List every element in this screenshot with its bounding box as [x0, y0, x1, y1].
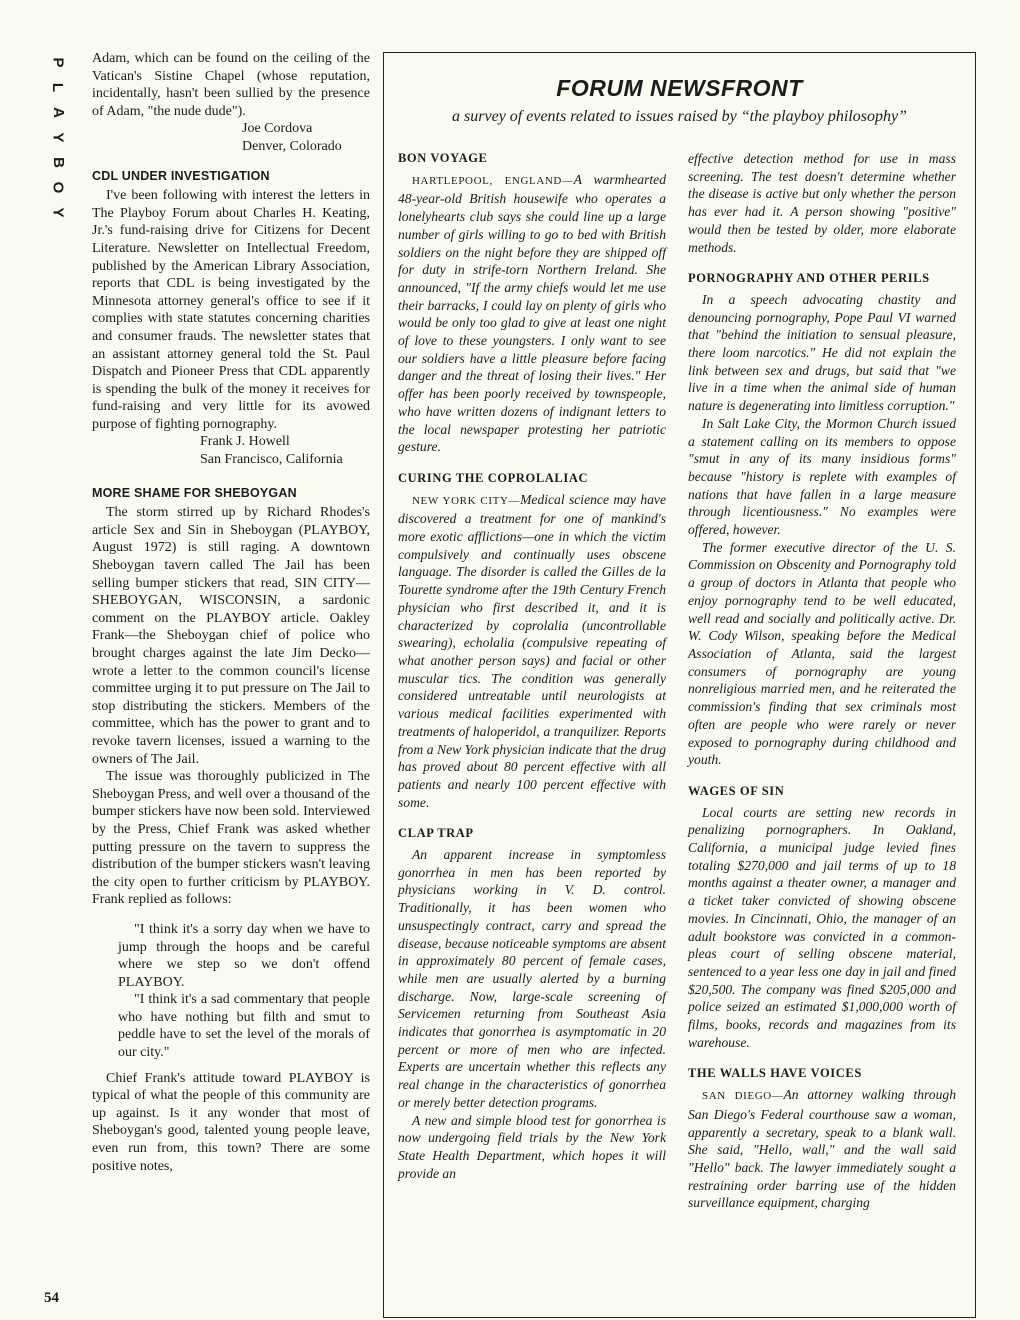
quote-paragraph: "I think it's a sorry day when we have to jump through the hoops and be careful where we step so we don't offend PLAYBOY. — [118, 921, 370, 990]
letter-body: The issue was thoroughly publicized in The Sheboygan Press, and well over a thousand of the bumper stickers have now been sold. Interviewed by the Press, Chief Frank was asked whether putting pressure on the tavern to suppress the distribution of the bumper stickers wasn't leaving the city open to further criticism by PLAYBOY. Frank replied as follows: — [92, 769, 370, 908]
letters-column — [92, 50, 370, 1175]
signature-name: Joe Cordova — [242, 121, 313, 137]
letter-body: I've been following with interest the letters in The Playboy Forum about Charles H. Keating, Jr.'s fund-raising drive for Citizens for Decent Literature. Newsletter on Intellectual Freedom, published by the American Library Association, reports that CDL is being investigated by the Minnesota attorney general's office to see if it complies with state statutes concerning charities and consumer frauds. The newsletter states that an assistant attorney general told the St. Paul Dispatch and Pioneer Press that CDL apparently is spending the bulk of the money it receives for fund-raising and very little for its avowed purpose of fighting pornography. — [92, 188, 370, 432]
letter-heading: CDL UNDER INVESTIGATION — [92, 168, 270, 183]
news-body: An apparent increase in symptomless gonorrhea in men has been reported by physicians working in V. D. control. Traditionally, it has been women who unsuspectingly contract, carry and spread the disease, because noticeable symptoms are absent in approximately 80 percent of female cases, while men are usually alerted by a burning discharge. Now, large-scale screening of Servicemen returning from Southeast Asia indicates that gonorrhea is asymptomatic in 20 percent or more of men who are infected. Experts are uncertain whether this reflects any real change in the characteristics of gonorrhea or merely better detection programs. — [398, 847, 666, 1110]
news-column-1 — [398, 150, 666, 1182]
letter-body: Chief Frank's attitude toward PLAYBOY is typical of what the people of this community are up against. Is it any wonder that most of Sheboygan's good, talented young people leave, even run from, this town? There are some positive notes, — [92, 1070, 370, 1174]
quote-paragraph: "I think it's a sad commentary that people who have nothing but filth and smut to peddle have to set the level of the morals of our city." — [118, 992, 370, 1061]
section-subtitle: a survey of events related to issues raised by “the playboy philosophy” — [452, 108, 907, 125]
letter-continuation: Adam, which can be found on the ceiling of the Vatican's Sistine Chapel (whose reputation, incidentally, hasn't been sullied by the presence of Adam, "the nude dude"). — [92, 51, 370, 119]
dateline: SAN DIEGO— — [702, 1090, 784, 1103]
running-head-letter: L — [49, 82, 67, 93]
news-heading: BON VOYAGE — [398, 151, 488, 165]
news-heading: PORNOGRAPHY AND OTHER PERILS — [688, 271, 930, 286]
running-head-letter: O — [49, 181, 67, 194]
letter-body: The storm stirred up by Richard Rhodes's article Sex and Sin in Sheboygan (PLAYBOY, August 1972) is still raging. A downtown Sheboygan tavern called The Jail has been selling bumper stickers that read, SIN CITY—SHEBOYGAN, WISCONSIN, a sardonic comment on the PLAYBOY article. Oakley Frank—the Sheboygan chief of police who brought charges against the late Jim Decko—wrote a letter to the common council's license committee urging it to put pressure on The Jail to stop distributing the stickers. Members of the committee, which has the power to grant and to revoke tavern licenses, issued a warning to the owners of The Jail. — [92, 505, 370, 767]
signature-place: Denver, Colorado — [242, 138, 342, 154]
news-column-2 — [688, 150, 956, 1212]
news-body: An attorney walking through San Diego's Federal courthouse saw a woman, apparently a secretary, speak to a blank wall. She said, "Hello, wall," and the wall said "Hello" back. The lawyer immediately sought a restraining order barring use of the hidden surveillance equipment, charging — [688, 1087, 956, 1211]
news-body: The former executive director of the U. S. Commission on Obscenity and Pornography told a group of doctors in Atlanta that people who enjoy pornography tend to be well educated, well read and socially and politically active. Dr. W. Cody Wilson, speaking before the Medical Association of Atlanta, said the largest consumers of pornography are young nonreligious married men, and he reiterated the commission's finding that sex criminals most often are people who were rarely or never exposed to pornography during childhood and youth. — [688, 539, 956, 768]
dateline: HARTLEPOOL, ENGLAND— — [412, 174, 574, 187]
letter-heading: MORE SHAME FOR SHEBOYGAN — [92, 485, 297, 500]
news-body: A warmhearted 48-year-old British housewife who operates a lonelyhearts club says she could line up a large number of girls willing to go to bed with British soldiers on the night before they are shipped off for duty in strife-torn Northern Ireland. She announced, "If the army chiefs would let me use their barracks, I could lay on plenty of girls who would be only too glad to give at least one night of love to these youngsters. I only want to see our soldiers have a little pleasure before facing danger and the threat of losing their lives." Her offer has been poorly received by townspeople, who have written dozens of indignant letters to the local newspaper protesting her patriotic gesture. — [398, 171, 666, 455]
running-head-letter: A — [49, 107, 67, 118]
news-body: Local courts are setting new records in penalizing pornographers. In Oakland, California, a municipal judge levied fines totaling $270,000 and jail terms of up to 18 months against a theater owner, a manager and a ticket taker convicted of showing obscene movies. In Cincinnati, Ohio, the manager of an adult bookstore was convicted in a common-pleas court of selling obscene material, sentenced to a year less one day in jail and fined $20,500. The company was fined $205,000 and police seized an estimated $1,000,000 worth of films, books, records and magazines from its warehouse. — [688, 804, 956, 1050]
section-title: FORUM NEWSFRONT — [556, 75, 803, 101]
running-head-letter: B — [49, 157, 67, 168]
running-head — [44, 50, 72, 225]
news-body: effective detection method for use in mass screening. The test doesn't determine whether the disease is active but only whether the person has ever had it. A person showing "positive" would then be tested by older, more elaborate methods. — [688, 151, 956, 255]
news-heading: CLAP TRAP — [398, 826, 474, 841]
signature-name: Frank J. Howell — [200, 434, 290, 450]
dateline: NEW YORK CITY— — [412, 494, 521, 507]
news-heading: WAGES OF SIN — [688, 783, 785, 798]
signature-place: San Francisco, California — [200, 452, 343, 468]
news-heading: THE WALLS HAVE VOICES — [688, 1066, 862, 1081]
page-number: 54 — [44, 1290, 59, 1306]
news-body: In a speech advocating chastity and denouncing pornography, Pope Paul VI warned that "behind the initiation to sensual pleasure, there loom narcotics." He did not explain the link between sex and drugs, but said that "we live in a time when the animal side of human nature is degenerating into limitless corruption." — [688, 291, 956, 414]
running-head-letter: Y — [49, 132, 67, 143]
running-head-letter: P — [49, 57, 67, 68]
block-quote — [118, 921, 370, 1062]
news-body: In Salt Lake City, the Mormon Church issued a statement calling on its members to oppose "smut in any of its many insidious forms" because "history is replete with examples of nations that have fallen in a large measure through licentiousness." No examples were offered, however. — [688, 415, 956, 538]
news-heading: CURING THE COPROLALIAC — [398, 470, 589, 485]
running-head-letter: Y — [49, 207, 67, 218]
news-body: Medical science may have discovered a treatment for one of mankind's more exotic afflictions—one in which the victim compulsively and continually uses obscene language. The disorder is called the Gilles de la Tourette syndrome after the 19th Century French physician who first described it, and it is characterized by coprolalia (uncontrollable swearing), echolalia (compulsive repeating of what another person says) and facial or other muscular tics. The condition was generally considered untreatable until neurologists at various medical facilities experimented with treatments of haloperidol, a tranquilizer. Reports from a New York physician indicate that the drug has proved about 80 percent effective with all patients and nearly 100 percent effective with some. — [398, 491, 667, 810]
news-body: A new and simple blood test for gonorrhea is now undergoing field trials by the New York State Health Department, which hopes it will provide an — [398, 1112, 666, 1181]
